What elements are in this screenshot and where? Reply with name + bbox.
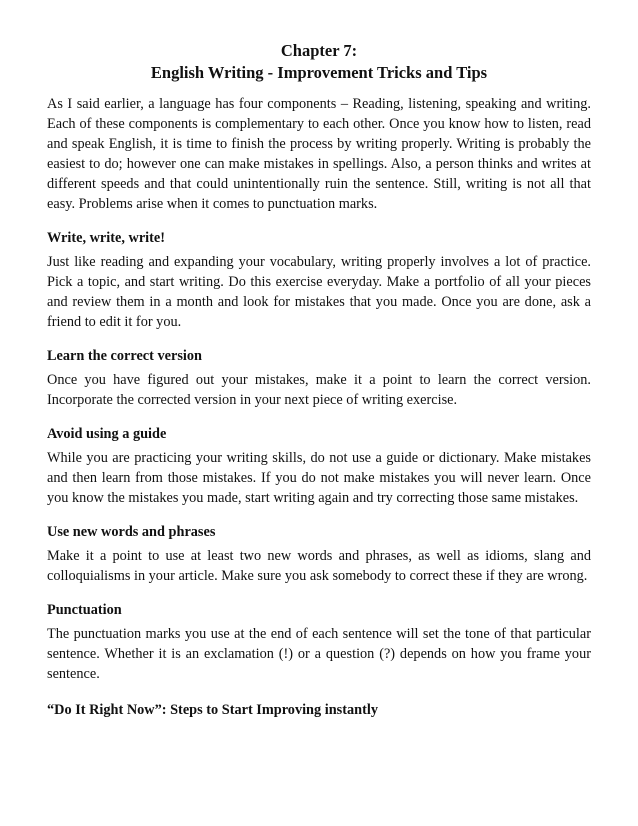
section-body-punctuation: The punctuation marks you use at the end of each sentence will set the tone of that particular sentence. Whether it is an exclamation (!) or a question (?) depends on how you frame your sentence.: [47, 626, 591, 682]
section-body-new-words: Make it a point to use at least two new words and phrases, as well as idioms, slang and colloquialisms in your article. Make sure you ask somebody to correct these if they are wrong.: [47, 548, 591, 584]
section-heading-learn-correct: Learn the correct version: [47, 348, 202, 364]
intro-paragraph: As I said earlier, a language has four components – Reading, listening, speaking and writing. Each of these components is complementary to each other. Once you know how to listen, read and speak English, it is time to finish the process by writing properly. Writing is probably the easiest to do; however one can make mistakes in spellings. Also, a person thinks and writes at different speeds and that could unintentionally ruin the sentence. Still, writing is not all that easy. Problems arise when it comes to punctuation marks.: [47, 96, 591, 212]
section-heading-punctuation: Punctuation: [47, 602, 122, 618]
section-heading-new-words: Use new words and phrases: [47, 524, 216, 540]
section-heading-avoid-guide: Avoid using a guide: [47, 426, 167, 442]
section-body-avoid-guide: While you are practicing your writing skills, do not use a guide or dictionary. Make mistakes and then learn from those mistakes. If you do not make mistakes you will never learn. Once you know the mistakes you made, start writing again and try correcting those same mistakes.: [47, 450, 591, 506]
section-heading-write: Write, write, write!: [47, 230, 166, 246]
chapter-title: [47, 40, 591, 84]
chapter-label: Chapter 7:: [280, 41, 358, 60]
document-page: [47, 40, 591, 724]
chapter-heading: English Writing - Improvement Tricks and Tips: [150, 63, 488, 82]
section-body-write: Just like reading and expanding your vocabulary, writing properly involves a lot of practice. Pick a topic, and start writing. Do this exercise everyday. Make a portfolio of all your pieces and review them in a month and look for mistakes that you made. Once you are done, ask a friend to edit it for you.: [47, 254, 591, 330]
section-heading-do-it-now: “Do It Right Now”: Steps to Start Improving instantly: [47, 702, 378, 718]
section-body-learn-correct: Once you have figured out your mistakes, make it a point to learn the correct version. Incorporate the corrected version in your next piece of writing exercise.: [47, 372, 591, 408]
